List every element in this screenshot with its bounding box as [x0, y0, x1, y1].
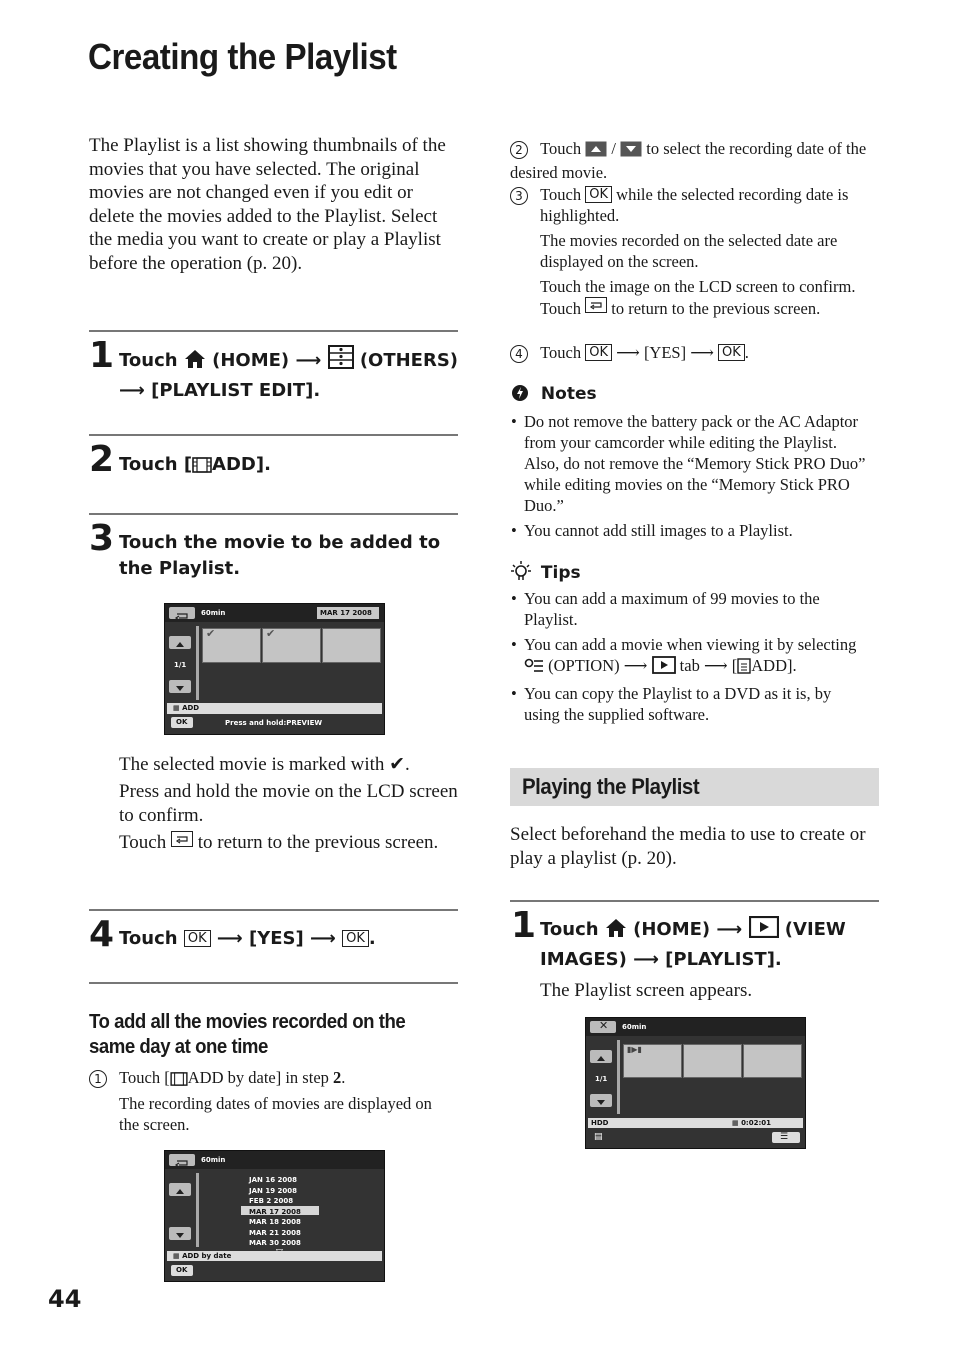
- step-number: 2: [89, 439, 115, 480]
- step-3-text: Touch the movie to be added to the Playlist.: [119, 532, 441, 579]
- arrow-icon: ⟶: [295, 350, 322, 371]
- film-add-icon: [170, 1070, 188, 1091]
- scrollbar[interactable]: [196, 1173, 199, 1247]
- substep-2: 2 Touch / to select the recording date of the desired movie.: [510, 139, 867, 182]
- divider: [510, 900, 879, 902]
- section-heading: Playing the Playlist: [522, 774, 700, 799]
- step-1-text: Touch (HOME) ⟶ (OTHERS) ⟶ [PLAYLIST EDIT].: [119, 345, 459, 404]
- divider: [89, 909, 458, 911]
- thumbnail[interactable]: [743, 1044, 802, 1078]
- page-indicator: 1/1: [174, 661, 187, 669]
- scroll-down-button[interactable]: [590, 1094, 612, 1107]
- date-list-item[interactable]: MAR 18 2008: [249, 1218, 301, 1226]
- ok-icon: OK: [342, 930, 369, 947]
- preview-hint: Press and hold:PREVIEW: [225, 719, 323, 727]
- lcd-screen-add-by-date: [164, 1150, 385, 1282]
- media-indicator: 60min: [201, 1156, 226, 1164]
- scrollbar[interactable]: [617, 1040, 620, 1114]
- scrollbar[interactable]: [196, 626, 199, 700]
- lcd-screen-playlist: [585, 1017, 806, 1149]
- media-indicator: 60min: [622, 1023, 647, 1031]
- ok-icon: OK: [585, 344, 612, 361]
- thumbnail[interactable]: ✔: [262, 628, 321, 663]
- view-images-icon: [749, 916, 779, 946]
- date-list-item[interactable]: MAR 21 2008: [249, 1228, 301, 1237]
- thumbnail[interactable]: [683, 1044, 742, 1078]
- list-item: • You can copy the Playlist to a DVD as it is, by using the supplied software.: [511, 683, 871, 725]
- touch-label: Touch: [119, 350, 178, 371]
- divider: [89, 513, 458, 515]
- tips-list: [511, 588, 871, 729]
- ok-icon: OK: [184, 930, 211, 947]
- ok-icon: OK: [585, 186, 612, 203]
- ok-button[interactable]: OK: [171, 717, 193, 728]
- media-indicator: 60min: [201, 609, 226, 617]
- list-item: • You can add a maximum of 99 movies to the Playlist.: [511, 588, 871, 630]
- thumbnail[interactable]: [322, 628, 381, 663]
- scroll-down-button[interactable]: [169, 680, 191, 693]
- option-icon: ☰: [780, 1132, 789, 1142]
- page-number: 44: [48, 1285, 82, 1313]
- add-label: ▦ ADD: [173, 704, 200, 712]
- notes-heading: Notes: [511, 384, 597, 407]
- tips-heading: Tips: [511, 561, 581, 586]
- scroll-up-button[interactable]: [169, 636, 191, 649]
- subheading: To add all the movies recorded on the same day at one time: [89, 1011, 406, 1058]
- date-indicator: MAR 17 2008: [320, 609, 372, 617]
- scroll-down-button[interactable]: [169, 1227, 191, 1240]
- step-2-text: Touch [ ADD].: [119, 451, 271, 481]
- date-list-item[interactable]: MAR 30 2008: [249, 1239, 301, 1247]
- lcd-screen-add: [164, 603, 385, 735]
- notes-icon: [511, 384, 529, 407]
- others-icon: [328, 345, 354, 377]
- ok-icon: OK: [718, 344, 745, 361]
- step-number: 4: [89, 914, 115, 955]
- option-icon: [524, 658, 544, 679]
- substep-4: 4 Touch OK ⟶ [YES] ⟶ OK .: [510, 342, 880, 363]
- hdd-label: HDD: [591, 1119, 609, 1127]
- step-number: 1: [511, 905, 537, 946]
- substep-1-note: The recording dates of movies are displayed on the screen.: [119, 1094, 432, 1134]
- step-4-text: Touch OK ⟶ [YES] ⟶ OK .: [119, 928, 376, 949]
- scroll-up-button[interactable]: [590, 1050, 612, 1063]
- list-item: • You cannot add still images to a Playlist.: [511, 520, 871, 541]
- playlist-edit-icon[interactable]: ▤: [594, 1132, 603, 1142]
- playing-step-1-text: Touch (HOME) ⟶ (VIEW IMAGES) ⟶ [PLAYLIST].: [540, 916, 880, 973]
- thumbnail[interactable]: ▮▶▮: [623, 1044, 682, 1078]
- date-list[interactable]: [249, 1175, 301, 1249]
- return-icon: [171, 831, 193, 847]
- option-button[interactable]: [772, 1132, 800, 1143]
- date-list-item[interactable]: FEB 2 2008: [249, 1197, 294, 1205]
- up-button-icon: [585, 141, 607, 162]
- film-add-icon: [192, 454, 212, 481]
- close-button[interactable]: [590, 1021, 616, 1033]
- divider: [89, 434, 458, 436]
- return-button[interactable]: [169, 607, 195, 619]
- page-indicator: 1/1: [595, 1075, 608, 1083]
- down-button-icon: [620, 141, 642, 162]
- date-list-item[interactable]: JAN 16 2008: [249, 1176, 297, 1184]
- home-icon: [184, 349, 206, 377]
- arrow-icon: ⟶: [119, 380, 145, 401]
- substep-3: 3 Touch OK while the selected recording date is highlighted. The movies recorded on the selected date are displayed on the screen. Touch the image on the LCD screen to confirm. Touch to return to the previous screen.: [510, 184, 880, 319]
- date-list-item[interactable]: JAN 19 2008: [249, 1186, 297, 1195]
- return-icon: [585, 297, 607, 313]
- return-button[interactable]: [169, 1154, 195, 1166]
- play-tab-icon: [652, 656, 676, 679]
- substep-1: 1 Touch [ ADD by date] in step 2.: [89, 1067, 459, 1091]
- step-number: 3: [89, 518, 115, 559]
- list-item: • Do not remove the battery pack or the AC Adaptor from your camcorder while editing the Playlist. Also, do not remove the “Memory Stick PRO Duo” while editing movies on the “Memory Stick PRO Duo.”: [511, 411, 871, 516]
- list-item: • You can add a movie when viewing it by selecting (OPTION) ⟶ tab ⟶ [ ADD].: [511, 634, 871, 679]
- page-title: Creating the Playlist: [88, 36, 397, 77]
- scroll-up-button[interactable]: [169, 1183, 191, 1196]
- playing-step-note: The Playlist screen appears.: [540, 980, 753, 1001]
- ok-button[interactable]: OK: [171, 1265, 193, 1276]
- playing-intro: Select beforehand the media to use to create or play a playlist (p. 20).: [510, 824, 866, 869]
- divider: [89, 982, 458, 984]
- divider: [89, 330, 458, 332]
- step-3-notes: The selected movie is marked with ✔. Press and hold the movie on the LCD screen to confirm. Touch to return to the previous screen.: [119, 754, 458, 853]
- date-list-item[interactable]: MAR 17 2008: [249, 1207, 301, 1216]
- notes-list: [511, 411, 871, 545]
- close-icon: ✕: [599, 1019, 609, 1032]
- time-counter: ▦ 0:02:01: [732, 1119, 772, 1127]
- thumbnail[interactable]: ✔: [202, 628, 261, 663]
- add-by-date-label: ▦ ADD by date: [173, 1252, 232, 1260]
- intro-paragraph: The Playlist is a list showing thumbnails of the movies that you have selected. The original movies are not changed even if you edit or delete the movies added to the Playlist. Select the media you want to create or play a Playlist before the operation (p. 20).: [89, 135, 446, 274]
- home-icon: [605, 918, 627, 946]
- step-number: 1: [89, 335, 115, 376]
- playlist-add-icon: [737, 658, 751, 679]
- lightbulb-icon: [511, 561, 531, 586]
